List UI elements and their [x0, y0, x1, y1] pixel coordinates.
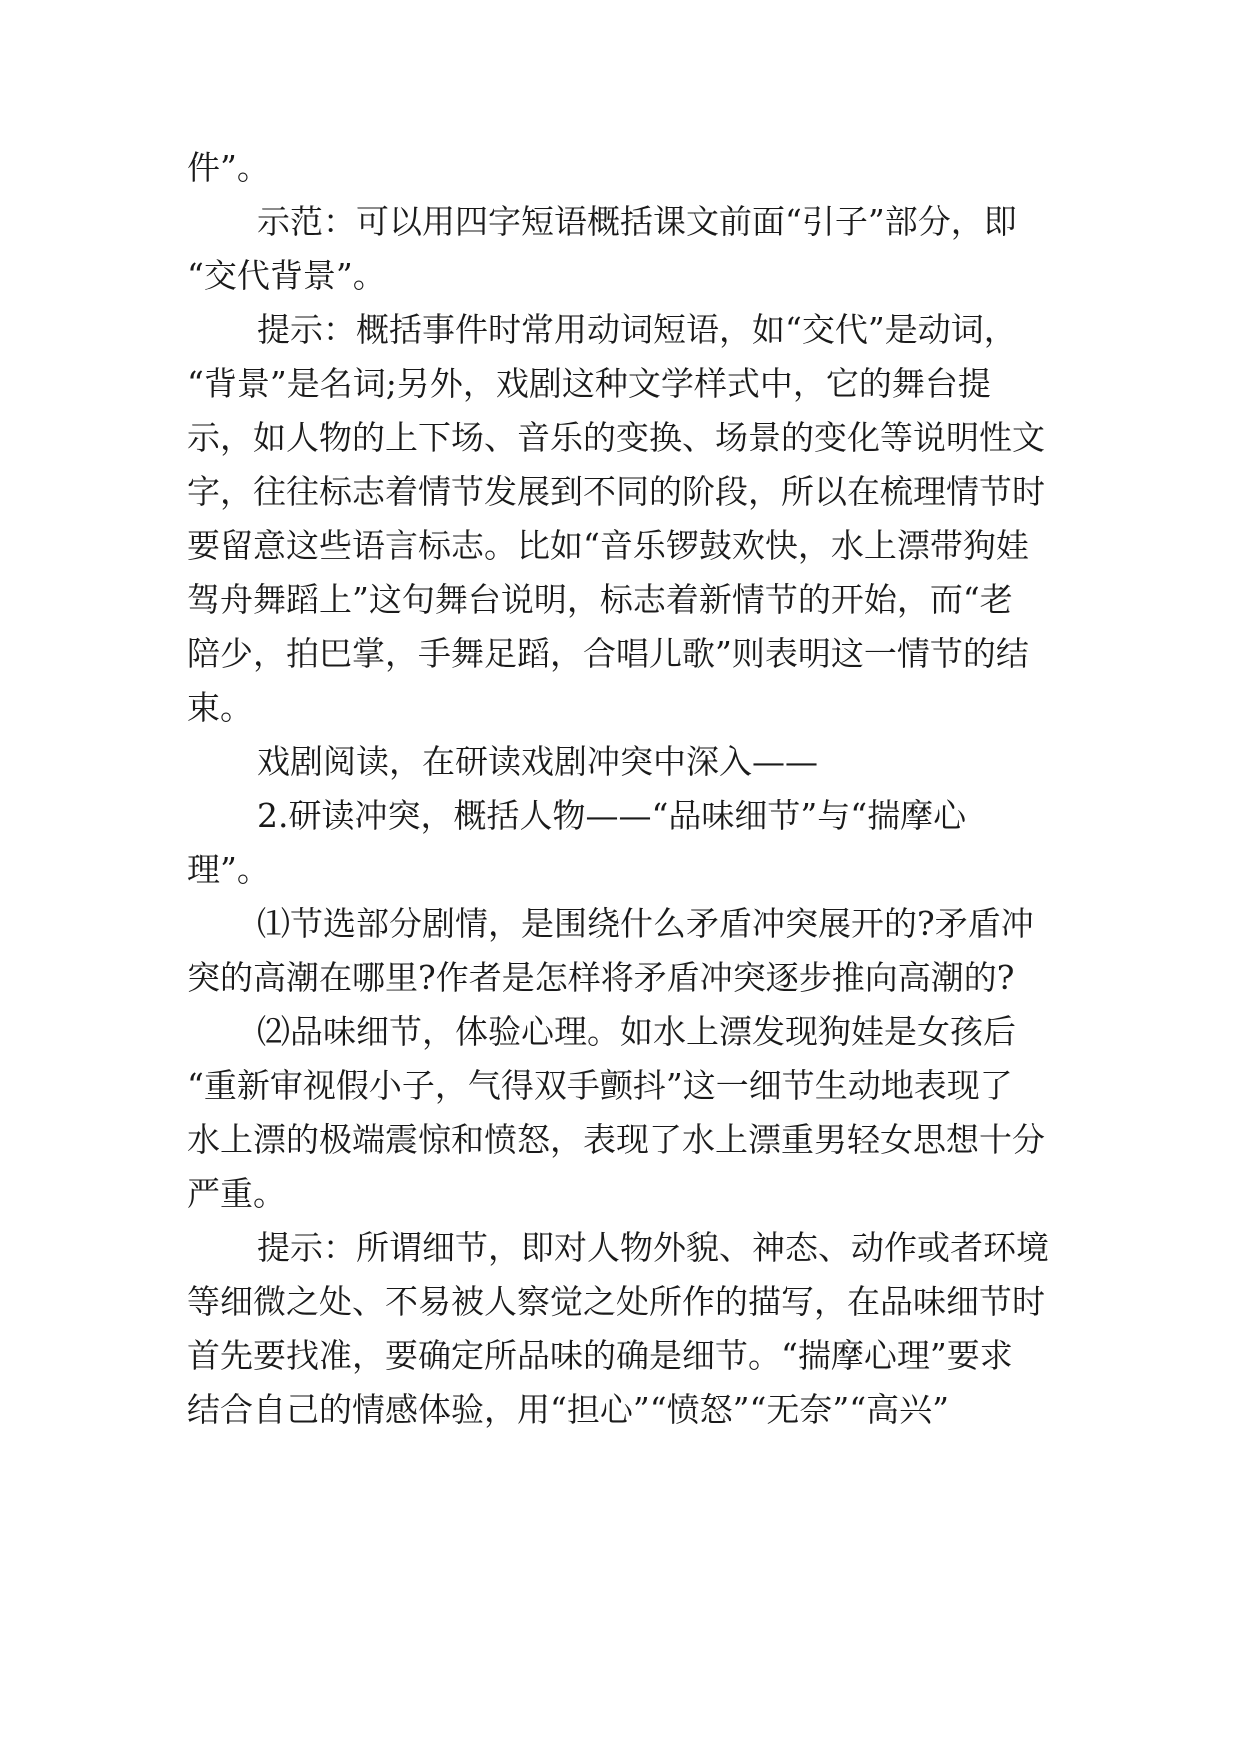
text-line: 陪少，拍巴掌，手舞足蹈，合唱儿歌”则表明这一情节的结 [187, 634, 1029, 673]
text-line: ⑵品味细节，体验心理。如水上漂发现狗娃是女孩后 [257, 1012, 1016, 1051]
text-line: 字，往往标志着情节发展到不同的阶段，所以在梳理情节时 [187, 472, 1045, 511]
text-line: 要留意这些语言标志。比如“音乐锣鼓欢快，水上漂带狗娃 [187, 526, 1029, 565]
text-line: 戏剧阅读，在研读戏剧冲突中深入—— [257, 742, 818, 781]
text-line: 理”。 [187, 850, 270, 889]
text-line: 结合自己的情感体验，用“担心”“愤怒”“无奈”“高兴” [187, 1390, 949, 1429]
text-line: ⑴节选部分剧情，是围绕什么矛盾冲突展开的?矛盾冲 [257, 904, 1034, 943]
text-line: 件”。 [187, 148, 270, 187]
text-line: 束。 [187, 688, 253, 727]
text-line: 突的高潮在哪里?作者是怎样将矛盾冲突逐步推向高潮的? [187, 958, 1015, 997]
text-line: 等细微之处、不易被人察觉之处所作的描写，在品味细节时 [187, 1282, 1045, 1321]
text-line: 2.研读冲突，概括人物——“品味细节”与“揣摩心 [257, 796, 967, 835]
text-line: 示，如人物的上下场、音乐的变换、场景的变化等说明性文 [187, 418, 1045, 457]
text-line: 提示：所谓细节，即对人物外貌、神态、动作或者环境 [257, 1228, 1049, 1267]
text-line: 水上漂的极端震惊和愤怒，表现了水上漂重男轻女思想十分 [187, 1120, 1045, 1159]
text-line: 首先要找准，要确定所品味的确是细节。“揣摩心理”要求 [187, 1336, 1013, 1375]
text-line: “交代背景”。 [187, 256, 386, 295]
text-line: 驾舟舞蹈上”这句舞台说明，标志着新情节的开始，而“老 [187, 580, 1013, 619]
text-line: 提示：概括事件时常用动词短语，如“交代”是动词， [257, 310, 1017, 349]
text-line: 严重。 [187, 1174, 286, 1213]
text-line: “重新审视假小子，气得双手颤抖”这一细节生动地表现了 [187, 1066, 1013, 1105]
text-line: “背景”是名词;另外，戏剧这种文学样式中，它的舞台提 [187, 364, 991, 403]
text-line: 示范：可以用四字短语概括课文前面“引子”部分，即 [257, 202, 1017, 241]
